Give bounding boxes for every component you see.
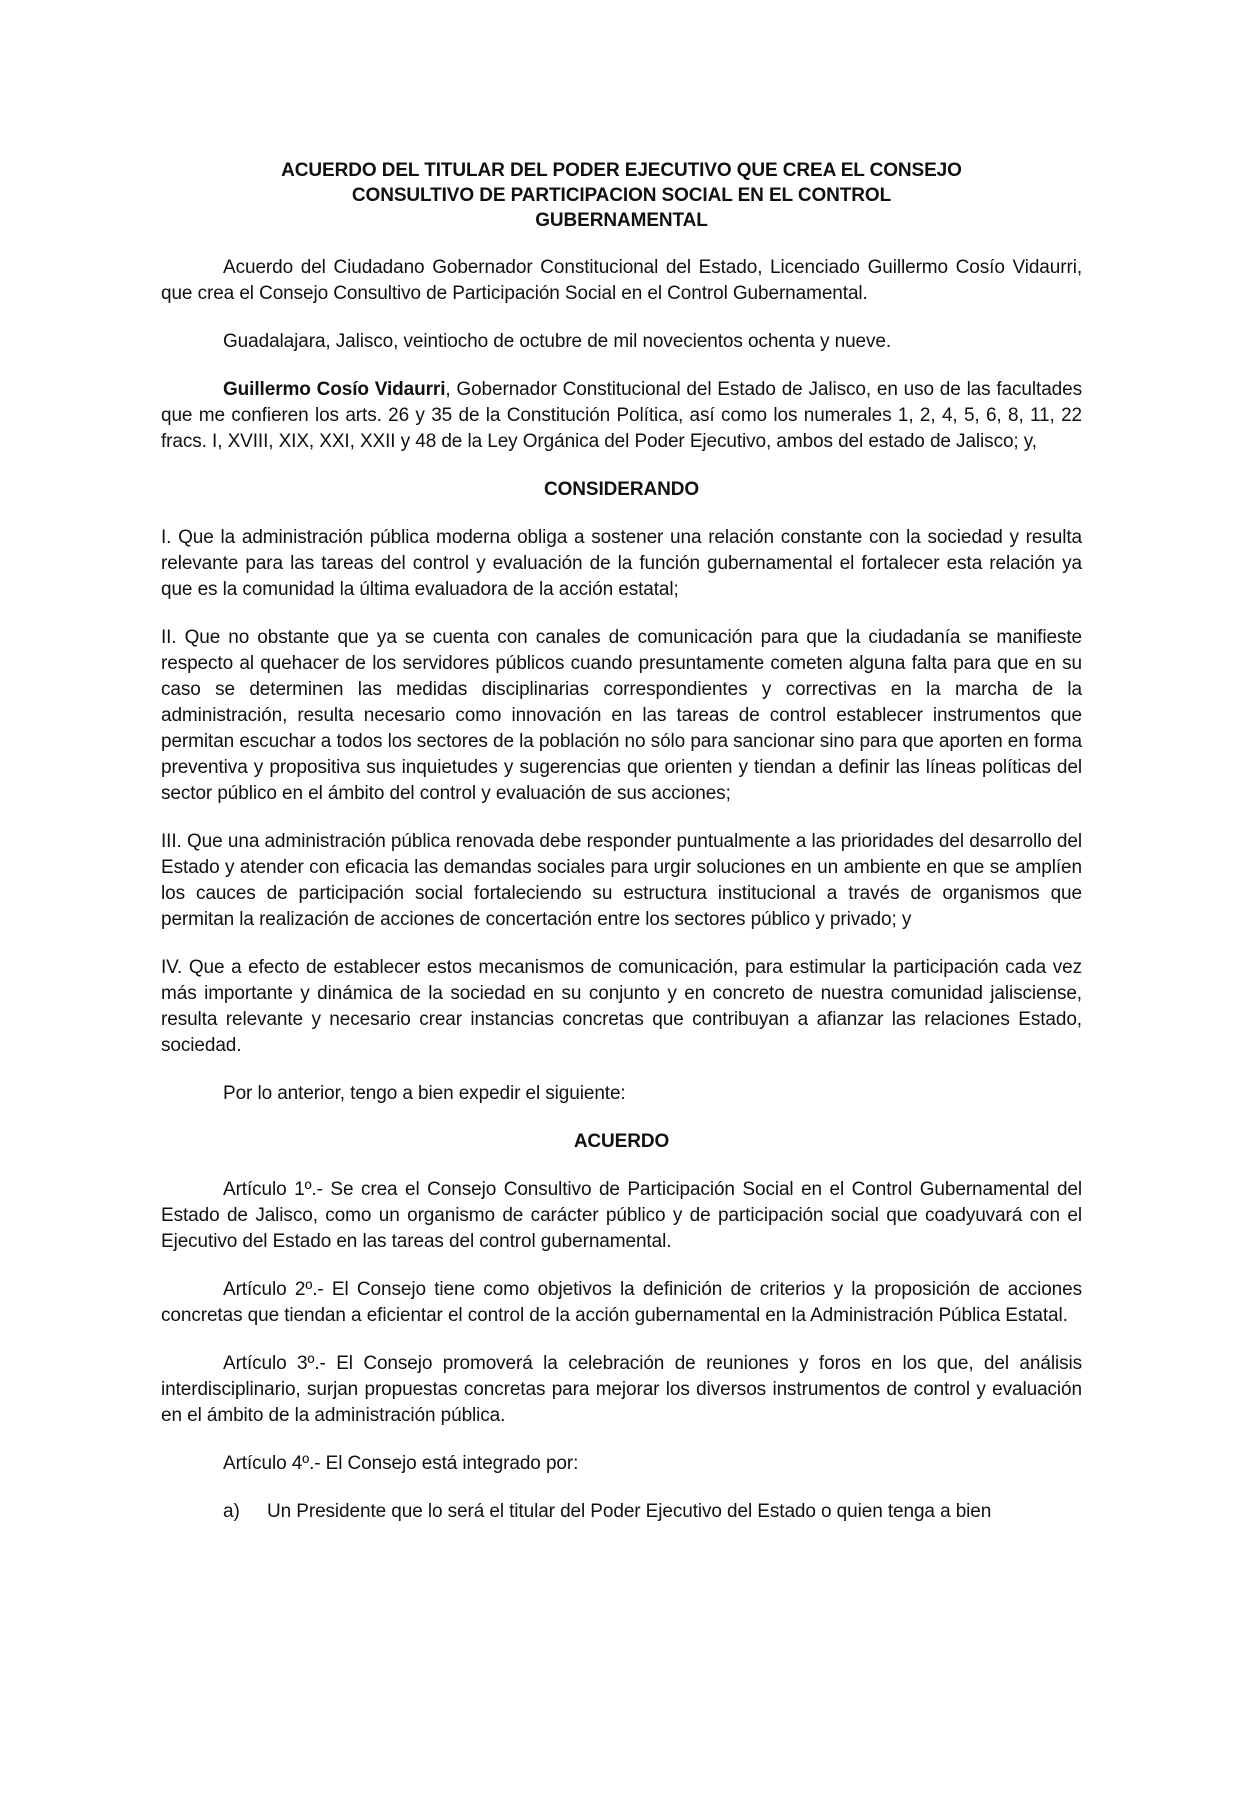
intro-paragraph: Acuerdo del Ciudadano Gobernador Constitucional del Estado, Licenciado Guillermo Cosío Vidaurri, que crea el Consejo Consultivo de Participación Social en el Control Gubernamental.	[161, 257, 1082, 304]
article-paragraph: Artículo 4º.- El Consejo está integrado por:	[223, 1453, 579, 1474]
place-date-paragraph: Guadalajara, Jalisco, veintiocho de octubre de mil novecientos ochenta y nueve.	[223, 331, 892, 352]
preamble-paragraph	[161, 377, 1082, 455]
title-line-2: CONSULTIVO DE PARTICIPACION SOCIAL EN EL CONTROL	[351, 185, 892, 206]
acuerdo-heading: ACUERDO	[573, 1131, 670, 1152]
article-paragraph: Artículo 1º.- Se crea el Consejo Consultivo de Participación Social en el Control Gubernamental del Estado de Jalisco, como un organismo de carácter público y de participación social que coadyuvará con el Ejecutivo del Estado en las tareas del control gubernamental.	[161, 1179, 1082, 1252]
considerando-heading: CONSIDERANDO	[543, 479, 700, 500]
list-item	[161, 1499, 1082, 1525]
title-line-3: GUBERNAMENTAL	[535, 210, 708, 231]
considerando-paragraph: II. Que no obstante que ya se cuenta con canales de comunicación para que la ciudadanía se manifieste respecto al quehacer de los servidores públicos cuando presuntamente cometen alguna falta para que en su caso se determinen las medidas disciplinarias correspondientes y correctivas en la marcha de la administración, resulta necesario como innovación en las tareas de control establecer instrumentos que permitan escuchar a todos los sectores de la población no sólo para sancionar sino para que aporten en forma preventiva y propositiva sus inquietudes y sugerencias que orienten y tiendan a definir las líneas políticas del sector público en el ámbito del control y evaluación de sus acciones;	[161, 627, 1082, 804]
document-title	[161, 158, 1082, 233]
closing-intro-paragraph: Por lo anterior, tengo a bien expedir el siguiente:	[223, 1083, 626, 1104]
list-item-marker: a)	[223, 1501, 240, 1522]
list-item-text: Un Presidente que lo será el titular del Poder Ejecutivo del Estado o quien tenga a bien	[267, 1501, 992, 1522]
governor-name: Guillermo Cosío Vidaurri	[223, 379, 446, 400]
article-paragraph: Artículo 3º.- El Consejo promoverá la celebración de reuniones y foros en los que, del análisis interdisciplinario, surjan propuestas concretas para mejorar los diversos instrumentos de control y evaluación en el ámbito de la administración pública.	[161, 1353, 1082, 1426]
article-paragraph: Artículo 2º.- El Consejo tiene como objetivos la definición de criterios y la proposición de acciones concretas que tiendan a eficientar el control de la acción gubernamental en la Administración Pública Estatal.	[161, 1279, 1082, 1326]
considerando-paragraph: IV. Que a efecto de establecer estos mecanismos de comunicación, para estimular la participación cada vez más importante y dinámica de la sociedad en su conjunto y en concreto de nuestra comunidad jalisciense, resulta relevante y necesario crear instancias concretas que contribuyan a afianzar las relaciones Estado, sociedad.	[161, 957, 1082, 1056]
considerando-paragraph: III. Que una administración pública renovada debe responder puntualmente a las prioridades del desarrollo del Estado y atender con eficacia las demandas sociales para urgir soluciones en un ambiente en que se amplíen los cauces de participación social fortaleciendo su estructura institucional a través de organismos que permitan la realización de acciones de concertación entre los sectores público y privado; y	[161, 831, 1082, 930]
considerando-paragraph: I. Que la administración pública moderna obliga a sostener una relación constante con la sociedad y resulta relevante para las tareas del control y evaluación de la función gubernamental el fortalecer esta relación ya que es la comunidad la última evaluadora de la acción estatal;	[161, 527, 1082, 600]
preamble-text: , Gobernador Constitucional del Estado de Jalisco, en uso de las facultades que me confieren los arts. 26 y 35 de la Constitución Política, así como los numerales 1, 2, 4, 5, 6, 8, 11, 22 fracs. I, XVIII, XIX, XXI, XXII y 48 de la Ley Orgánica del Poder Ejecutivo, ambos del estado de Jalisco; y,	[161, 379, 1082, 452]
title-line-1: ACUERDO DEL TITULAR DEL PODER EJECUTIVO QUE CREA EL CONSEJO	[281, 160, 962, 181]
